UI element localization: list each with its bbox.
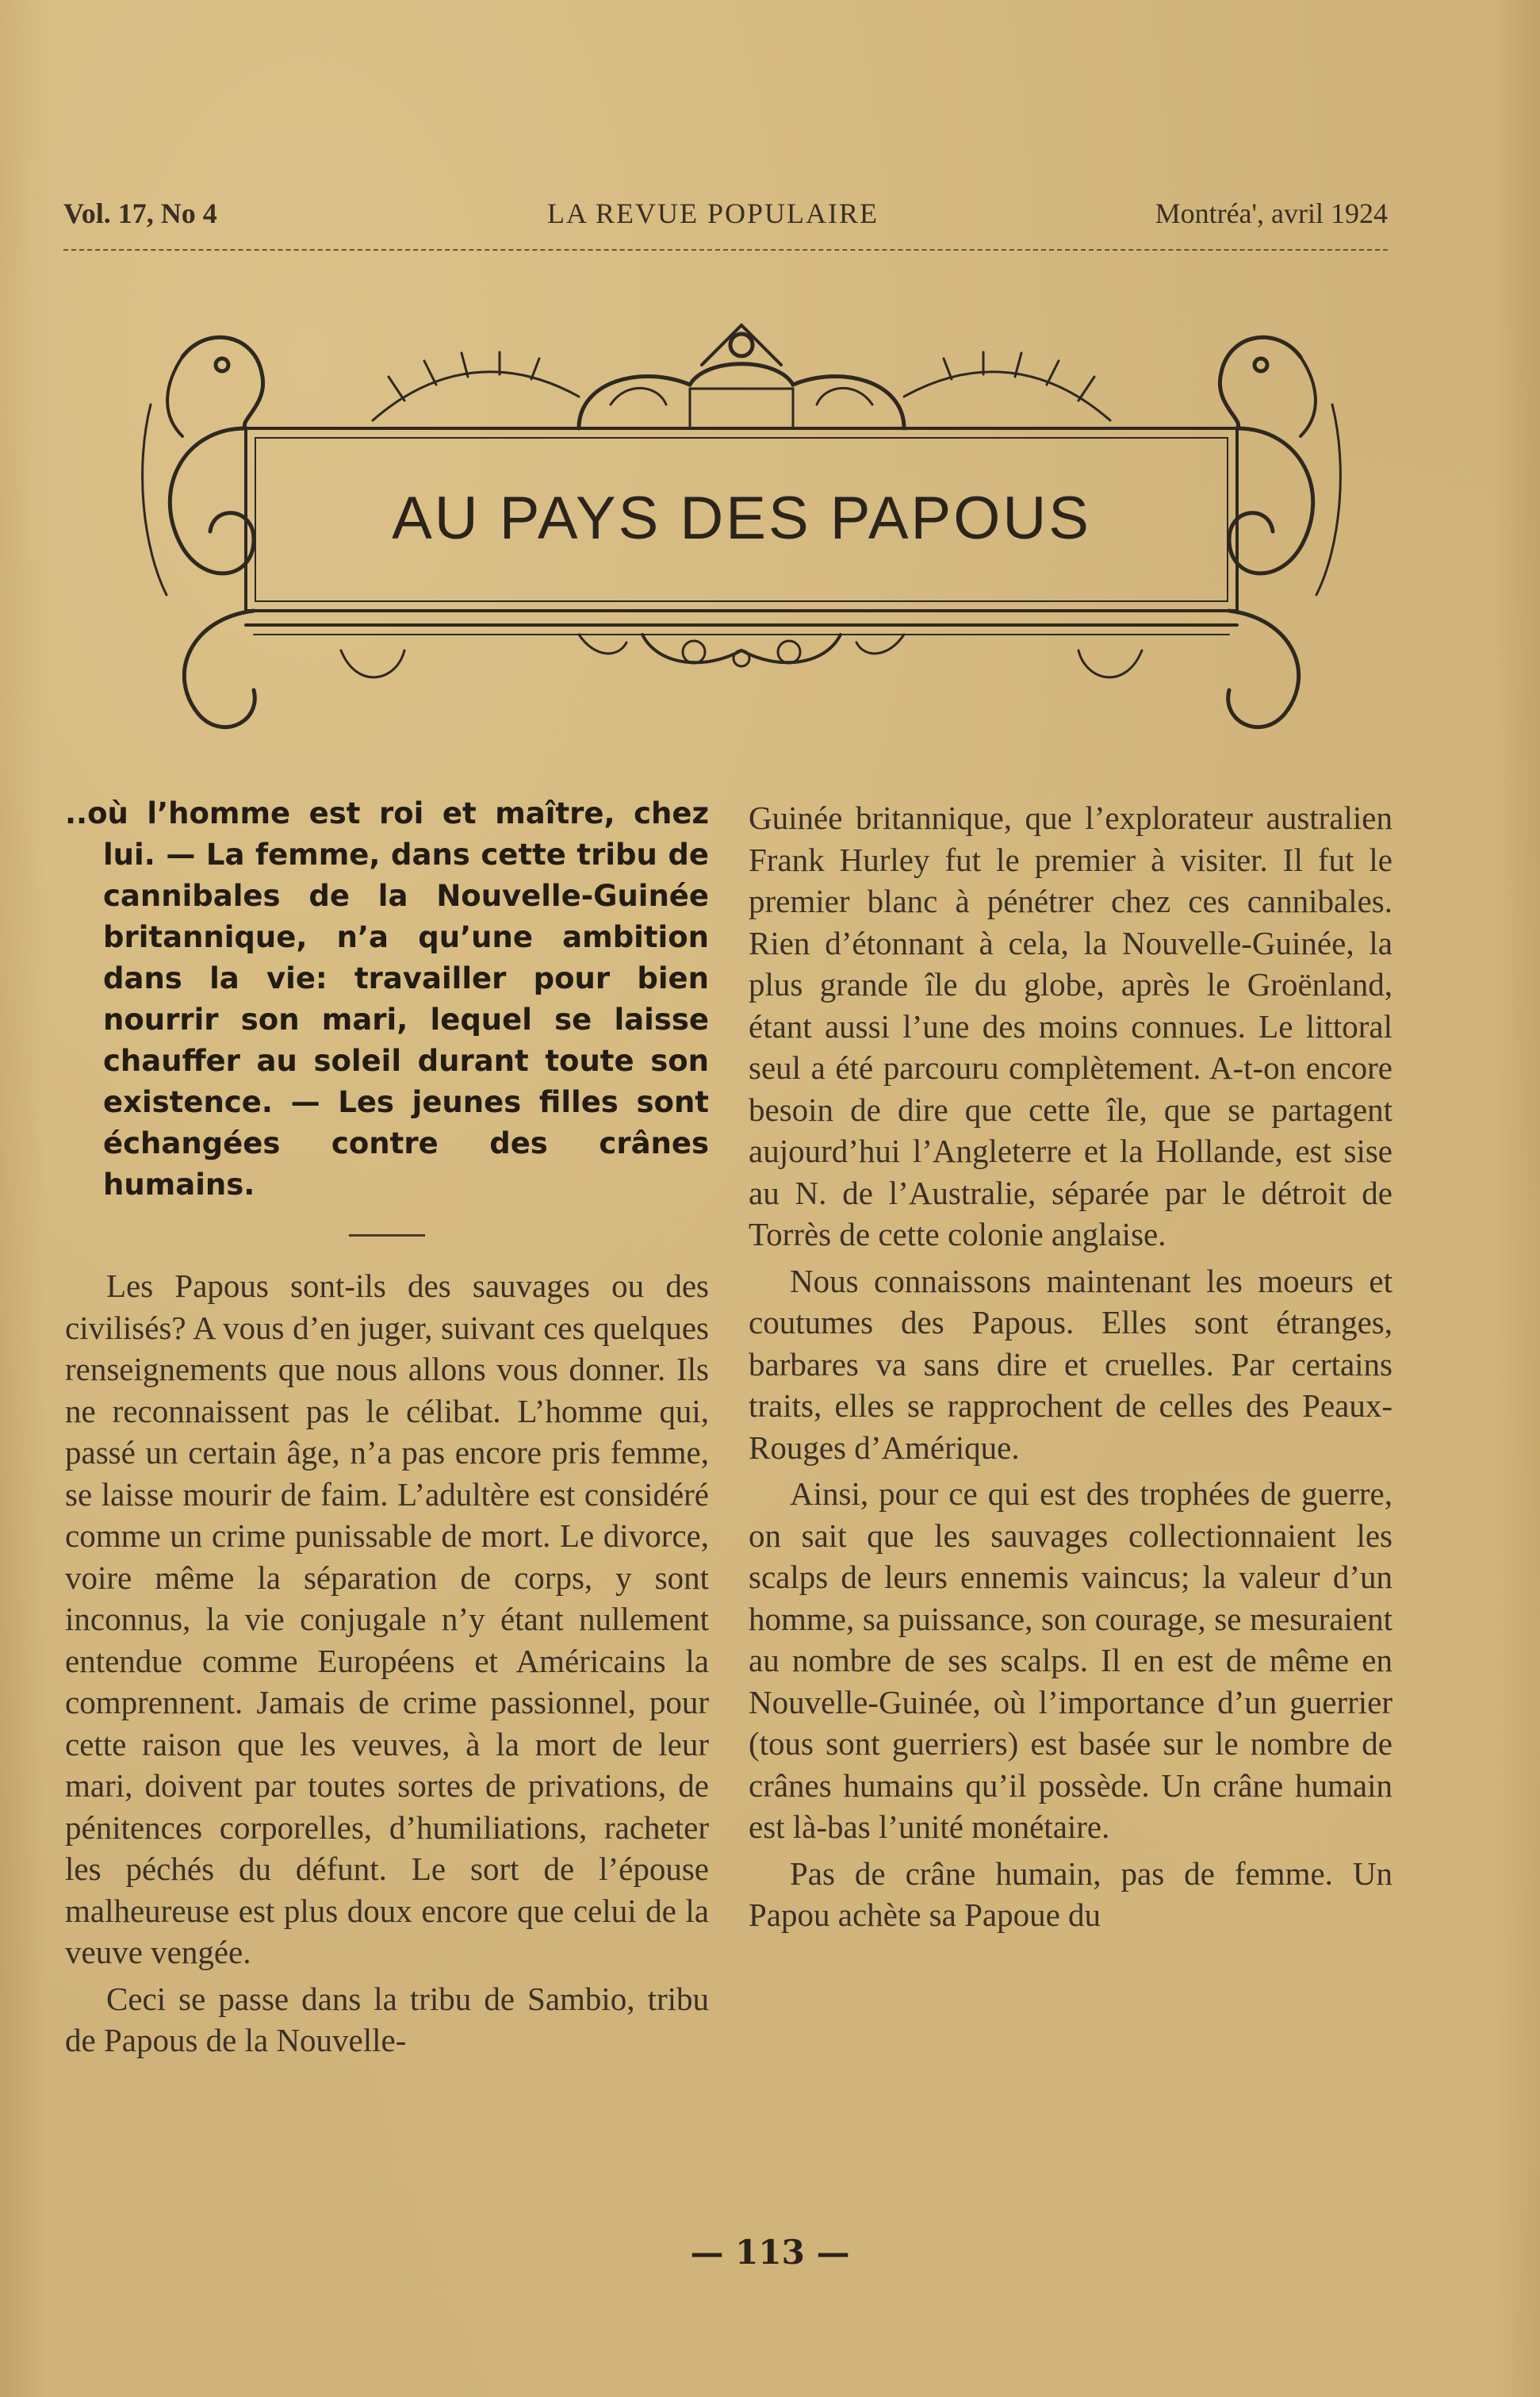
running-header	[63, 197, 1388, 244]
title-banner	[135, 309, 1348, 754]
paragraph: Ceci se passe dans la tribu de Sambio, tribu de Papous de la Nouvelle-	[65, 1980, 709, 2058]
paragraph: Ainsi, pour ce qui est des trophées de guerre, on sait que les sauvages collectionnaient les scalps de leurs ennemis vaincus; la valeur d’un homme, sa puissance, son courage, se mesuraient au nombre de ses scalps. Il en est de même en Nouvelle-Guinée, où l’importance d’un guerrier (tous sont guerriers) est basée sur le nombre de crânes humains qu’il possède. Un crâne humain est là-bas l’unité monétaire.	[749, 1475, 1393, 1845]
paragraph: Guinée britannique, que l’explorateur australien Frank Hurley fut le premier à visiter. Il fut le premier blanc à pénétrer chez ces cannibales. Rien d’étonnant à cela, la Nouvelle-Guinée, la plus grande île du globe, après le Groënland, étant aussi l’une des moins connues. Le littoral seul a été parcouru complètement. A-t-on encore besoin de dire que cette île, que se partagent aujourd’hui l’Angleterre et la Hollande, est sise au N. de l’Australie, séparée par le détroit de Torrès de cette colonie anglaise.	[749, 800, 1393, 1252]
article-title: AU PAYS DES PAPOUS	[392, 485, 1091, 552]
paragraph: Les Papous sont-ils des sauvages ou des civilisés? A vous d’en juger, suivant ces quelques renseignements que nous allons vous donner. Ils ne reconnaissent pas le célibat. L’homme qui, passé un certain âge, n’a pas encore pris femme, se laisse mourir de faim. L’adultère est considéré comme un crime punissable de mort. Le divorce, voire même la séparation de corps, y sont inconnus, la vie conjugale n’y étant nullement entendue comme Européens et Américains la comprennent. Jamais de crime passionnel, pour cette raison que les veuves, à la mort de leur mari, doivent par toutes sortes de privations, de pénitences corporelles, d’humiliations, racheter les péchés du défunt. Le sort de l’épouse malheureuse est plus doux encore que celui de la veuve vengée.	[65, 1268, 709, 1970]
issue-date: Montréa', avril 1924	[1155, 198, 1388, 229]
header-rule	[63, 249, 1388, 251]
page-number: — 113 —	[690, 2233, 850, 2272]
paragraph: Nous connaissons maintenant les moeurs et coutumes des Papous. Elles sont étranges, barbares va sans dire et cruelles. Par certains traits, elles se rapprochent de celles des Peaux-Rouges d’Amérique.	[749, 1262, 1393, 1466]
section-divider	[349, 1234, 425, 1237]
publication-name: LA REVUE POPULAIRE	[547, 198, 879, 229]
right-column	[749, 797, 1393, 1941]
article-lede: ..où l’homme est roi et maître, chez lui. — La femme, dans cette tribu de cannibales de la Nouvelle-Guinée britannique, n’a qu’une ambition dans la vie: travailler pour bien nourrir son mari, lequel se laisse chauffer au soleil durant toute son existence. — Les jeunes filles sont échangées contre des crânes humains.	[65, 796, 709, 1202]
volume-number: Vol. 17, No 4	[63, 198, 217, 229]
left-column	[65, 793, 709, 2066]
paragraph: Pas de crâne humain, pas de femme. Un Papou achète sa Papoue du	[749, 1854, 1393, 1933]
